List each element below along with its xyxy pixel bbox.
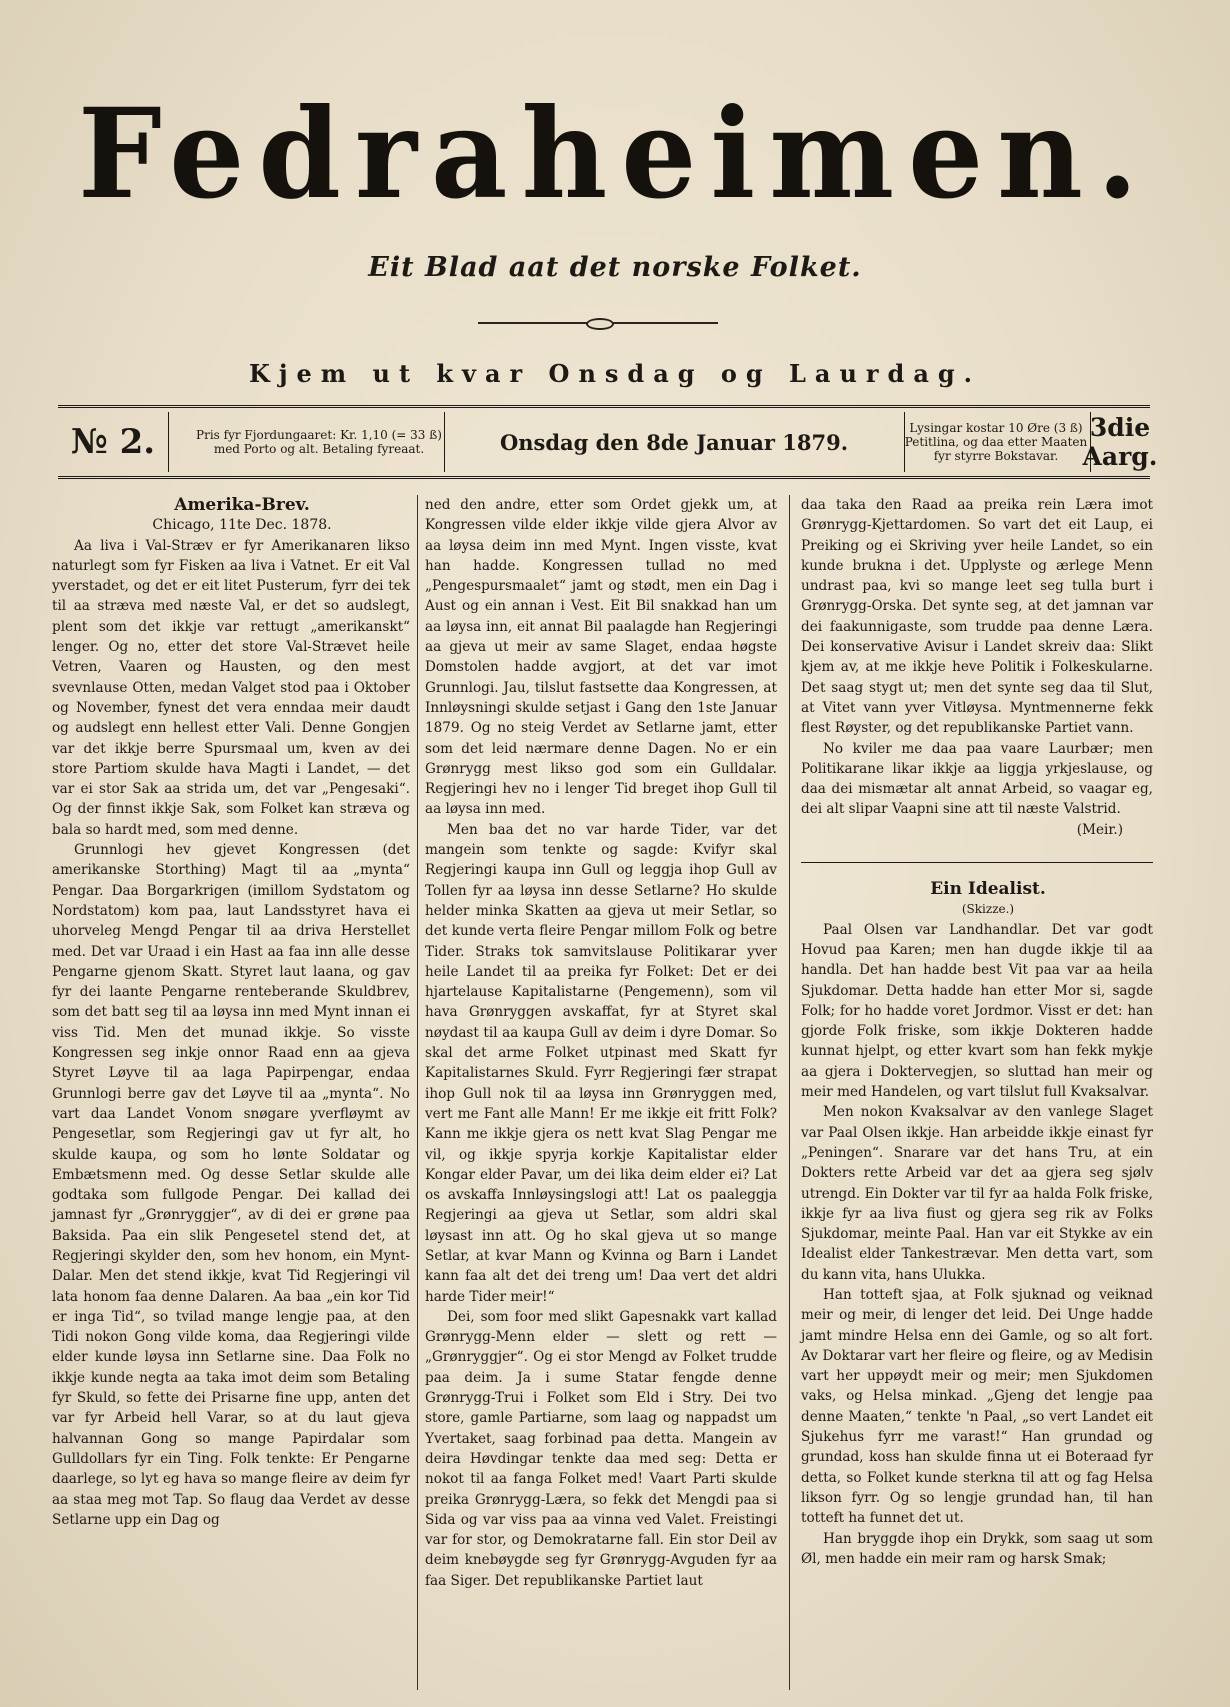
paragraph: Aa liva i Val-Stræv er fyr Amerikanaren likso naturlegt som fyr Fisken aa liva i Vatnet. Er eit Val yverstadet, og det er eit litet Pusterum, fyrr dei tek til aa stræva med næste Val, er det so audslegt, plent som det ikkje var rettugt „amerikanskt“ lenger. Og no, etter det store Val-Strævet heile Vetren, Vaaren og Hausten, og den mest svevnlause Otten, medan Valget stod paa i Oktober og November, fynest det vera enndaa meir daudt og audslegt enn hellest etter Vali. Denne Gongjen var det ikkje berre Spursmaal um, kven av dei store Partiom skulde hava Magti i Landet, — det var ei stor Sak aa strida um, det var „Pengesaki“. Og der finnst ikkje Sak, som Folket kan stræva og bala so hardt med, som med denne. bbox=[52, 537, 410, 838]
advertising-rates: Lysingar kostar 10 Øre (3 ß) Petitlina, og daa etter Maaten fyr styrre Bokstavar. bbox=[904, 421, 1088, 463]
publication-schedule: Kjem ut kvar Onsdag og Laurdag. bbox=[248, 359, 982, 388]
paragraph: Han bryggde ihop ein Drykk, som saag ut som Øl, men hadde ein meir ram og harsk Smak; bbox=[801, 1530, 1153, 1567]
paragraph: Grunnlogi hev gjevet Kongressen (det amerikanske Storthing) Magt til aa „mynta“ Pengar. Daa Borgarkrigen (imillom Sydstatom og Nordstatom) kom paa, laut Landsstyret hava ei uhorveleg Mengd Pengar til aa driva Herstellet med. Det var Uraad i ein Hast aa faa inn alle desse Pengarne gjenom Skatt. Styret laut laana, og gav fyr dei laante Pengarne renteberande Skuldbrev, som det batt seg til aa løysa inn med Mynt innan ei viss Tid. Men det munad ikkje. So visste Kongressen seg inkje onnor Raad enn aa gjeva Styret Løyve til aa laga Papirpengar, endaa Grunnlogi berre gav det Løyve til aa „mynta“. No vart daa Landet Vonom snøgare yverfløymt av Pengesetlar, som Regjeringi gav ut fyr alt, ho skulde kaupa, og som ho lønte Soldatar og Embætsmenn med. Og desse Setlar skulde alle godtaka som fullgode Pengar. Dei kallad dei jamnast fyr „Grønryggjer“, av di dei er grøne paa Baksida. Paa ein slik Pengesetel stend det, at Regjeringi skylder den, som hev honom, ein Mynt-Dalar. Men det stend ikkje, kvat Tid Regjeringi vil lata honom faa denne Dalaren. Aa baa „ein kor Tid er inga Tid“, so tvilad mange lengje paa, at den Tidi nokon Gong vilde koma, daa Regjeringi vilde elder kunde løysa inn Setlarne sine. Daa Folk no ikkje kunde negta aa taka imot deim som Betaling fyr Skuld, so fette dei Prisarne fine upp, anten det var fyr Arbeid hell Varar, so at du laut gjeva halvannan Gong so mange Papirdalar som Gulldollars fyr ein Ting. Folk tenkte: Er Pengarne daarlege, so lyt eg hava so mange fleire av deim fyr aa staa meg mot Tap. So flaug daa Verdet av desse Setlarne upp ein Dag og bbox=[52, 842, 410, 1528]
subscription-price: Pris fyr Fjordungaaret: Kr. 1,10 (= 33 ß) med Porto og alt. Betaling fyreaat. bbox=[196, 428, 442, 456]
article-dateline: Chicago, 11te Dec. 1878. bbox=[152, 517, 332, 534]
column-2 bbox=[425, 495, 777, 1591]
masthead-subtitle: Eit Blad aat det norske Folket. bbox=[368, 252, 862, 283]
paragraph: ned den andre, etter som Ordet gjekk um, at Kongressen vilde elder ikkje vilde gjera Alvor av aa løysa deim inn med Mynt. Ingen visste, kvat han hadde. Kongressen tullad no med „Pengespursmaalet“ jamt og stødt, men ein Dag i Aust og ein annan i Vest. Eit Bil snakkad han um aa løysa inn, eit annat Bil paalagde han Regjeringi aa gjeva ut meir av same Slaget, endaa høgste Domstolen hadde avgjort, at det var imot Grunnlogi. Jau, tilslut fastsette daa Kongressen, at Innløysningi skulde setjast i Gang den 1ste Januar 1879. Og no steig Verdet av Setlarne jamt, etter som det leid nærmare denne Dagen. No er ein Grønrygg mest likso god som ein Gulldalar. Regjeringi hev no i lenger Tid breget ihop Gull til aa løysa inn med. bbox=[425, 497, 777, 818]
info-divider bbox=[168, 412, 169, 472]
paragraph: No kviler me daa paa vaare Laurbær; men Politikarane likar ikkje aa liggja yrkjeslause, og daa dei mismætar alt annat Arbeid, so vaagar eg, dei alt slipar Vaapni sine att til næste Valstrid. bbox=[801, 740, 1153, 818]
column-rule bbox=[789, 495, 790, 1690]
issue-date: Onsdag den 8de Januar 1879. bbox=[499, 429, 849, 455]
paragraph: Dei, som foor med slikt Gapesnakk vart kallad Grønrygg-Menn elder — slett og rett — „Grønryggjer“. Og ei stor Mengd av Folket trudde paa deim. Ja i sume Statar fengde denne Grønrygg-Trui i Folket som Eld i Stry. Dei tvo store, gamle Partiarne, som laag og nappadst um Yvertaket, saag forbinad paa detta. Mangein av deira Høvdingar tenkte daa med seg: Detta er nokot til aa fanga Folket med! Vaart Parti skulde preika Grønrygg-Læra, so fekk det Mengdi paa si Sida og var viss paa aa vinna ved Valet. Freistingi var for stor, og Demokratarne fall. Ein stor Deil av deim knebøygde seg fyr Grønrygg-Avguden fyr aa faa Siger. Det republikanske Partiet laut bbox=[425, 1308, 777, 1589]
column-rule bbox=[417, 495, 418, 1690]
article-signature: (Meir.) bbox=[1076, 821, 1123, 838]
column-1 bbox=[52, 495, 410, 1530]
article-heading: Ein Idealist. bbox=[930, 879, 1046, 900]
paragraph: daa taka den Raad aa preika rein Læra imot Grønrygg-Kjettardomen. So vart det eit Laup, ei Preiking og ei Skriving yver heile Landet, so ein kunde brukna i det. Upplyste og ærlege Menn undrast paa, kvi so mange leet seg tulla burt i Grønrygg-Orska. Det synte seg, at det jamnan var dei faakunnigaste, som trudde paa denne Læra. Dei konservative Avisur i Landet skreiv daa: Slikt kjem av, at me ikkje heve Politik i Folkeskularne. Det saag stygt ut; men det synte seg daa til Slut, at Vitet vann yver Vitløysa. Myntmennerne fekk flest Røyster, og det republikanske Partiet vann. bbox=[801, 497, 1153, 737]
article-subheading: (Skizze.) bbox=[961, 902, 1015, 917]
paragraph: Han totteft sjaa, at Folk sjuknad og veiknad meir og meir, di lenger det leid. Dei Unge hadde jamt mindre Helsa enn dei Gamle, og so alt fort. Av Doktarar vart her fleire og fleire, og av Medisin vart her uppøydt meir og meir; men Sjukdomen vaks, og Helsa minkad. „Gjeng det lengje paa denne Maaten,“ tenkte 'n Paal, „so vert Landet eit Sjukehus fyrr me varast!“ Han grundad og grundad, koss han skulde finna ut ei Boteraad fyr detta, so Folket kunde sterkna til att og fag Helsa likson fyrr. Og so lengje grundad han, til han totteft ha funnet det ut. bbox=[801, 1286, 1153, 1527]
issue-info-bar bbox=[58, 405, 1158, 479]
volume-year: 3die Aarg. bbox=[1082, 413, 1158, 471]
masthead bbox=[0, 80, 1230, 227]
paragraph: Men baa det no var harde Tider, var det mangein som tenkte og sagde: Kvifyr skal Regjeringi kaupa inn Gull og leggja ihop Gull av Tollen fyr aa løysa inn desse Setlarne? Ho skulde helder minka Skatten aa gjeva ut meir Setlar, so det kunde verta fleire Pengar millom Folk og betre Tider. Straks tok samvitslause Politikarar yver heile Landet til aa preika fyr Folket: Det er dei hjartelause Kapitalistarne (Pengemenn), som vil hava Grønryggen avskaffat, fyr at Styret skal nøydast til aa kaupa Gull av deim i dyre Domar. So skal det arme Folket utpinast med Skatt fyr Kapitalistarnes Skuld. Fyrr Regjeringi fær strapat ihop Gull nok til aa løysa inn Grønryggen med, vert me Fant alle Mann! Er me ikkje eit fritt Folk? Kann me ikkje gjera os nett kvat Slag Pengar me vil, og ikkje spyrja korkje Kapitalistar elder Kongar elder Pavar, um dei lika deim elder ei? Lat os avskaffa Innløysingslogi att! Lat os paaleggja Regjeringi aa gjeva ut Setlar, som aldri skal løysast inn att. Og ho skal gjeva ut so mange Setlar, at kvar Mann og Kvinna og Barn i Landet kann faa alt det dei treng um! Daa vert det aldri harde Tider meir!“ bbox=[425, 821, 777, 1305]
paragraph: Men nokon Kvaksalvar av den vanlege Slaget var Paal Olsen ikkje. Han arbeidde ikkje einast fyr „Peningen“. Snarare var det hans Tru, at ein Dokters rette Arbeid var det aa gjera seg sjølv utrengd. Ein Dokter var til fyr aa halda Folk friske, ikkje fyr aa liva fiust og gjera seg rik av Folks Sjukdomar, meinte Paal. Han var eit Stykke av ein Idealist elder Tankestrævar. Men detta vart, som du kann vita, hans Ulukka. bbox=[801, 1104, 1153, 1283]
masthead-title: Fedraheimen. bbox=[77, 80, 1153, 227]
ornament-rule bbox=[478, 318, 718, 328]
article-heading: Amerika-Brev. bbox=[174, 495, 310, 515]
paragraph: Paal Olsen var Landhandlar. Det var godt Hovud paa Karen; men han dugde ikkje til aa handla. Det han hadde best Vit paa var aa heila Sjukdomar. Detta hadde han etter Mor si, sagde Folk; for ho hadde voret Jordmor. Visst er det: han gjorde Folk friske, som ikkje Dokteren hadde kunnat hjelpt, og etter kvart som han fekk mykje aa gjera i Doktervegjen, so sluttad han meir og meir med Handelen, og vart tilslut full Kvaksalvar. bbox=[801, 921, 1153, 1101]
column-3 bbox=[801, 495, 1153, 1569]
article-divider bbox=[801, 862, 1153, 863]
issue-number: № 2. bbox=[70, 422, 156, 462]
